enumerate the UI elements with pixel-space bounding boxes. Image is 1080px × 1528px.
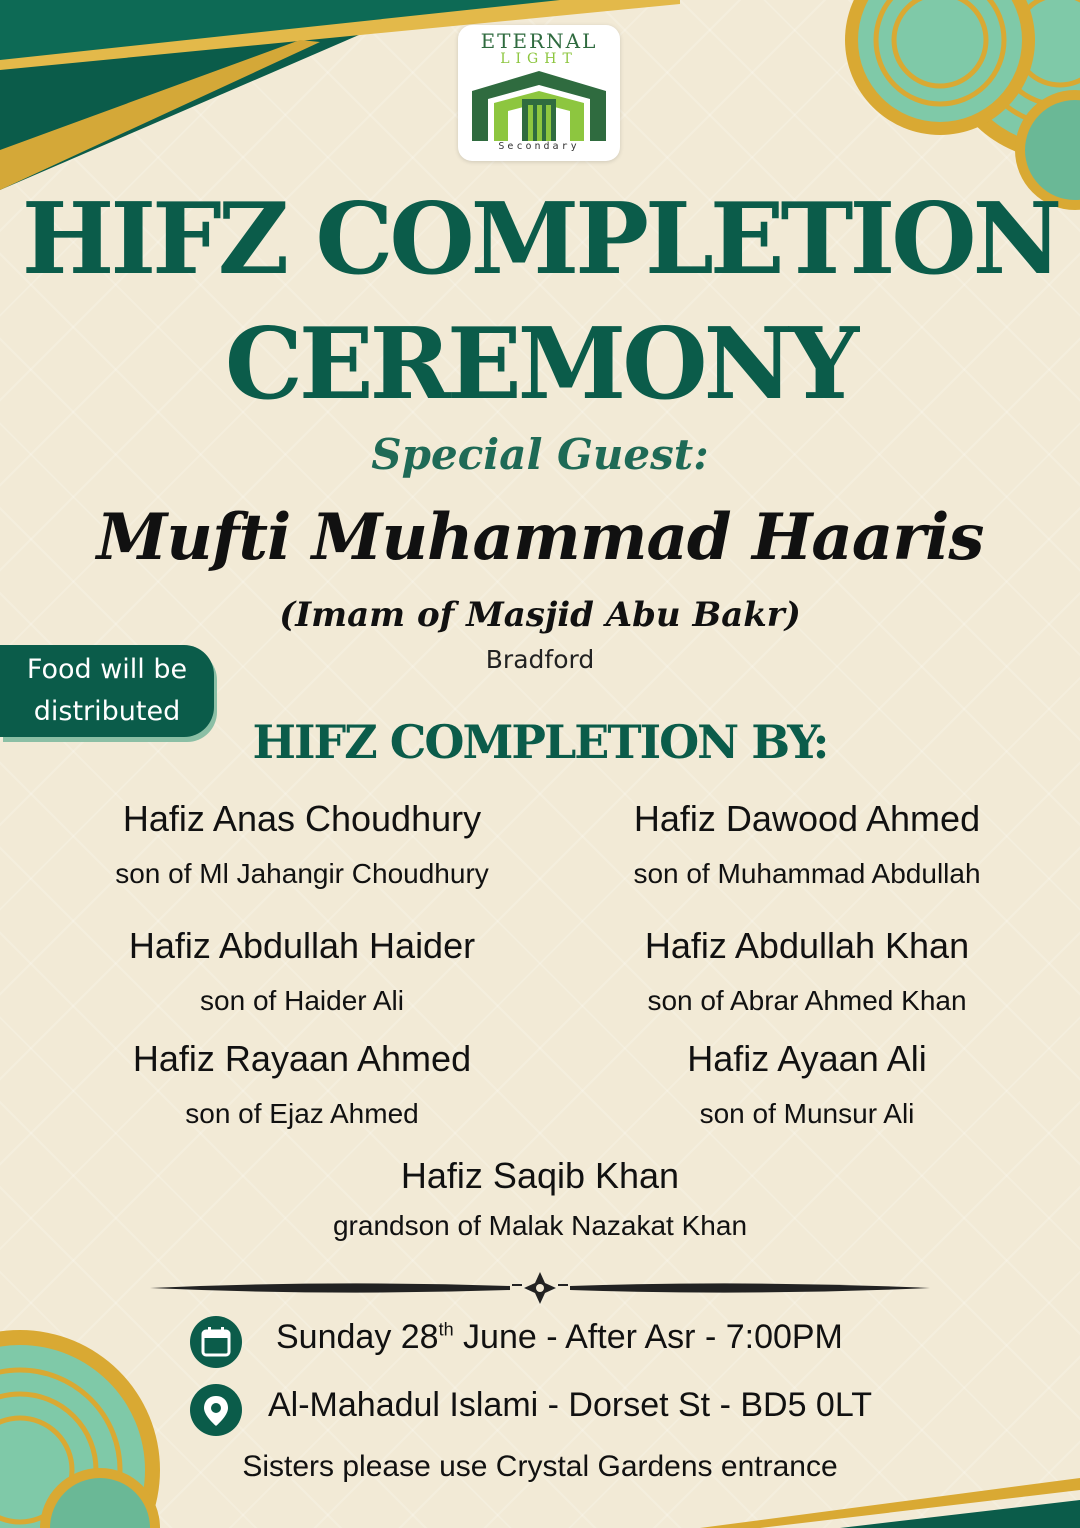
graduate-parent: son of Haider Ali [200,985,404,1016]
event-venue: Al-Mahadul Islami - Dorset St - BD5 0LT [268,1386,872,1424]
graduate-name: Hafiz Rayaan Ahmed [132,1038,472,1079]
graduate-name: Hafiz Abdullah Haider [128,925,476,966]
event-date-rest: June - After Asr - 7:00PM [453,1318,843,1356]
graduate-name: Hafiz Saqib Khan [400,1155,680,1196]
graduate-parent: son of Muhammad Abdullah [633,858,981,889]
special-guest-label: Special Guest: [371,430,709,479]
graduate-parent: son of Abrar Ahmed Khan [647,985,967,1016]
logo-text-light: LIGHT [500,51,578,67]
special-guest-role: (Imam of Masjid Abu Bakr) [279,595,801,635]
graduate-name: Hafiz Anas Choudhury [122,798,482,839]
event-date-suffix: th [438,1319,454,1340]
event-date-time [276,1318,843,1357]
school-logo [458,25,620,161]
ornamental-divider [150,1268,930,1308]
graduate-name: Hafiz Dawood Ahmed [633,798,981,839]
calendar-icon [190,1316,242,1368]
graduate-parent: son of Munsur Ali [699,1098,915,1129]
completion-heading: HIFZ COMPLETION BY: [252,715,828,769]
food-badge-line-1: Food will be [26,654,188,685]
title-line-2: CEREMONY [224,307,856,422]
food-badge-line-2: distributed [33,696,181,727]
logo-text-secondary: Secondary [498,141,580,152]
graduate-name: Hafiz Abdullah Khan [644,925,970,966]
title-line-1: HIFZ COMPLETION [21,182,1059,297]
top-right-ornament [845,0,1080,210]
special-guest-city: Bradford [485,645,595,674]
bottom-left-ornament [0,1330,160,1528]
event-date-day: Sunday 28 [276,1318,439,1356]
graduate-parent: son of Ejaz Ahmed [185,1098,419,1129]
mosque-arch-icon [472,71,606,141]
location-pin-icon [190,1384,242,1436]
graduate-parent: grandson of Malak Nazakat Khan [332,1210,748,1241]
graduate-parent: son of Ml Jahangir Choudhury [115,858,489,889]
special-guest-name: Mufti Muhammad Haaris [96,500,984,575]
graduate-name: Hafiz Ayaan Ali [687,1038,927,1079]
sisters-entrance-note: Sisters please use Crystal Gardens entrance [242,1450,838,1483]
logo-text-eternal: ETERNAL [480,29,598,53]
